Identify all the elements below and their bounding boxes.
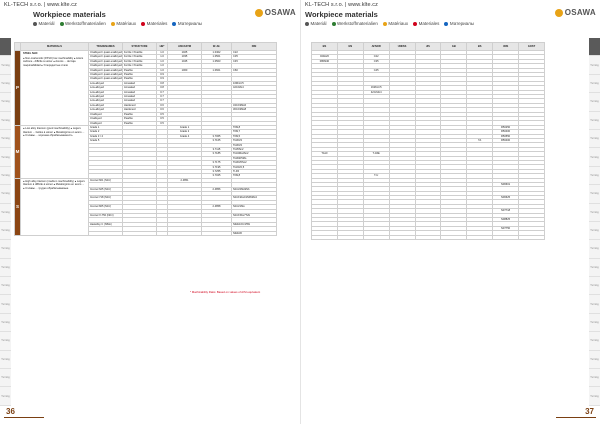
sidebar-tab[interactable]: Turning <box>0 167 11 185</box>
header-cell: TRADENAMES <box>89 43 123 51</box>
legend-item <box>141 21 167 26</box>
sidebar-tab[interactable]: Turning <box>589 112 600 130</box>
header-cell: JIS <box>415 43 441 51</box>
sidebar-tabs <box>0 38 11 406</box>
equivalents-table <box>311 42 545 240</box>
legend-dot-icon <box>444 22 448 26</box>
din-cell: Ti99,5 <box>232 134 277 138</box>
aisi-cell: 1060 <box>168 68 202 72</box>
sidebar-tab[interactable]: Turning <box>589 204 600 222</box>
hb-cell: 0.8 <box>157 86 168 90</box>
tradename-cell: Inconel 825 (NiCr) <box>89 205 123 209</box>
tradename-cell: Low-alloyed <box>89 108 123 112</box>
sidebar-tab[interactable]: Turning <box>589 148 600 166</box>
tradename-cell: Low-alloyed <box>89 103 123 107</box>
aisi-cell: 1025 <box>168 51 202 55</box>
tradename-cell: Inconel 601 (NiCr) <box>89 178 123 182</box>
header-cell: BS <box>467 43 493 51</box>
legend-label: Werkstoffmaterialien <box>337 21 378 26</box>
legend-dot-icon <box>172 22 176 26</box>
sidebar-tab[interactable]: Turning <box>589 295 600 313</box>
hb-cell: 1.0 <box>157 59 168 63</box>
cell: N07750 <box>493 226 519 230</box>
header-cell: EN <box>337 43 363 51</box>
legend-item <box>383 21 408 26</box>
sidebar-tab[interactable]: Turning <box>589 130 600 148</box>
material-description <box>21 178 89 235</box>
hb-cell: 1.0 <box>157 55 168 59</box>
din-cell: TiAl6V4 <box>232 139 277 143</box>
structure-cell: Hardened <box>123 108 157 112</box>
header-cell: GOST <box>519 43 545 51</box>
material-group-code: M <box>15 125 21 178</box>
legend-dot-icon <box>60 22 64 26</box>
din-cell: TiAl6V6Sn2 <box>232 161 277 165</box>
din-cell: Ti99,8 <box>232 174 277 178</box>
header-cell: W.-Nr. <box>202 43 232 51</box>
hb-cell: 0.7 <box>157 95 168 99</box>
sidebar-tab[interactable]: Turning <box>0 295 11 313</box>
structure-cell: Annealed <box>123 90 157 94</box>
header-cell: STRUCTURE <box>123 43 157 51</box>
din-cell: NiMo16Cr15W <box>232 222 277 226</box>
structure-cell: Hardened <box>123 103 157 107</box>
tradename-cell: Low-alloyed <box>89 86 123 90</box>
wnr-cell: 3.7165 <box>202 139 232 143</box>
legend-dot-icon <box>33 22 37 26</box>
sidebar-tab[interactable]: Turning <box>589 332 600 350</box>
cell: TA10 <box>312 152 338 156</box>
structure-cell: Pearlite <box>123 117 157 121</box>
structure-cell: Ferrite / Pearlite <box>123 51 157 55</box>
page-number: 37 <box>585 407 594 416</box>
wnr-cell: 3.7255 <box>202 169 232 173</box>
structure-cell: Annealed <box>123 81 157 85</box>
tradename-cell: Unalloyed <box>89 117 123 121</box>
structure-cell: Ferrite / Pearlite <box>123 64 157 68</box>
structure-cell: Ferrite / Pearlite <box>123 59 157 63</box>
tradename-cell: Unalloyed / quasi-unalloyed <box>90 55 122 59</box>
din-cell: TiAl4Mo4Sn2 <box>232 152 277 156</box>
legend-label: Материалы <box>177 21 203 26</box>
sidebar-tab[interactable]: Turning <box>589 56 600 74</box>
brand-logo: OSAWA <box>555 8 596 17</box>
tradename-cell: Grade 3 / 4 <box>89 134 123 138</box>
wnr-cell: 1.0402 <box>202 51 232 55</box>
cell <box>312 235 338 239</box>
aisi-cell: Grade 1 <box>168 125 202 129</box>
footnote: * Machinability Ratio: Based on values of AISI equivalent <box>190 290 261 294</box>
sidebar-tab[interactable]: Turning <box>589 222 600 240</box>
aisi-cell: Grade 4 <box>168 134 202 138</box>
din-cell: NiCr19Fe19Nb5Mo3 <box>232 196 277 200</box>
wnr-cell: 3.7065 <box>202 134 232 138</box>
cell: R50250 <box>493 125 519 129</box>
cell <box>337 235 363 239</box>
cell: C22 <box>363 55 389 59</box>
tradename-cell <box>89 231 123 235</box>
material-group-code: S <box>15 178 21 235</box>
tradename-cell: Unalloyed / quasi-unalloyed <box>90 59 122 63</box>
tradename-cell: Low-alloyed <box>89 99 123 103</box>
material-group-code: P <box>15 51 21 126</box>
sidebar-tab[interactable]: Turning <box>589 240 600 258</box>
logo-icon <box>555 9 563 17</box>
sidebar-tab[interactable]: Turning <box>0 314 11 332</box>
cell: C45 <box>363 68 389 72</box>
header-cell: MATERIALS <box>21 43 89 51</box>
header-topline: KL-TECH s.r.o. | www.klte.cz <box>4 2 77 8</box>
legend-dot-icon <box>305 22 309 26</box>
tradename-cell: Unalloyed / quasi-unalloyed <box>90 68 122 72</box>
legend-label: Materiál <box>310 21 327 26</box>
sidebar-tab[interactable]: Turning <box>0 148 11 166</box>
hb-cell: 1.0 <box>157 68 168 72</box>
sidebar-tab[interactable]: Turning <box>0 56 11 74</box>
hb-cell: 0.5 <box>157 117 168 121</box>
header-cell: UNI/SS <box>389 43 415 51</box>
tradename-cell: Unalloyed <box>89 121 123 125</box>
materials-table <box>14 42 277 236</box>
header-cell: GB <box>441 43 467 51</box>
legend-item <box>60 21 106 26</box>
din-cell: Ti99,8 <box>232 125 277 129</box>
wnr-cell: 2.4858 <box>202 205 232 209</box>
din-cell: C45 <box>232 59 277 63</box>
sidebar-tab[interactable]: Turning <box>0 240 11 258</box>
tradename-cell: Grade 1 <box>89 125 123 129</box>
language-legend <box>33 21 202 26</box>
legend-item <box>111 21 136 26</box>
cell: 42CrMo4 <box>363 90 389 94</box>
legend-item <box>332 21 378 26</box>
tradename-cell: Unalloyed <box>89 112 123 116</box>
cell: R56400 <box>493 138 519 142</box>
cell <box>493 235 519 239</box>
tradename-cell: Low-alloyed <box>89 95 123 99</box>
wnr-cell: 1.0501 <box>202 55 232 59</box>
sidebar-tab[interactable]: Turning <box>589 93 600 111</box>
header-cell: BS <box>312 43 338 51</box>
cell: 16MnCr5 <box>363 86 389 90</box>
structure-cell: Pearlite <box>123 73 157 77</box>
din-cell: 16MnCr5 <box>232 81 277 85</box>
din-cell: C60 <box>232 68 277 72</box>
din-cell: TiAl6V4 <box>232 143 277 147</box>
sidebar-tab[interactable]: Turning <box>0 277 11 295</box>
sidebar-tab[interactable]: Turning <box>589 351 600 369</box>
structure-cell: Pearlite <box>123 121 157 125</box>
tradename-cell: Grade 2 <box>89 130 123 134</box>
aisi-cell: 1045 <box>168 59 202 63</box>
tradename-cell: Grade 5 <box>89 139 123 143</box>
header-cell: HB* <box>157 43 168 51</box>
language-legend <box>305 21 474 26</box>
header-cell: UNS <box>493 43 519 51</box>
wnr-cell: 3.7115 <box>202 147 232 151</box>
sidebar-tab[interactable]: Turning <box>589 369 600 387</box>
aisi-cell: 2.4851 <box>168 178 202 182</box>
structure-cell: Pearlite <box>123 68 157 72</box>
logo-icon <box>255 9 263 17</box>
sidebar-tab[interactable]: Turning <box>589 167 600 185</box>
header-cell: DIN <box>232 43 277 51</box>
cell <box>519 235 545 239</box>
tradename-cell: Inconel X-750 (NiCr) <box>89 213 123 217</box>
sidebar-tab[interactable]: Turning <box>0 369 11 387</box>
sidebar-tab[interactable]: Turning <box>0 130 11 148</box>
din-cell: NiCr22Mo9Nb <box>232 187 277 191</box>
table-header <box>15 43 277 51</box>
sidebar-tabs <box>589 38 600 406</box>
tradename-cell: Inconel 718 (NiCr) <box>89 196 123 200</box>
legend-item <box>413 21 439 26</box>
section-title: Workpiece materials <box>33 10 106 19</box>
material-heading: STEEL NHC <box>23 52 38 55</box>
cell: N06625 <box>493 196 519 200</box>
sidebar-tab[interactable]: Turning <box>589 387 600 405</box>
cell <box>441 235 467 239</box>
hb-cell: 0.7 <box>157 99 168 103</box>
cell <box>415 235 441 239</box>
sidebar-tab[interactable]: Turning <box>589 314 600 332</box>
cell: C35 <box>363 59 389 63</box>
din-cell: 30CrNiMo8 <box>232 108 277 112</box>
sidebar-tab[interactable]: Turning <box>0 112 11 130</box>
legend-item <box>305 21 327 26</box>
wnr-cell: 3.7185 <box>202 152 232 156</box>
hb-cell: 0.5 <box>157 112 168 116</box>
page-number: 36 <box>6 407 15 416</box>
cell: 040A20 <box>312 55 338 59</box>
legend-dot-icon <box>413 22 417 26</box>
aisi-cell: Grade 2 <box>168 130 202 134</box>
cell: T-U <box>363 174 389 178</box>
cell: R50550 <box>493 134 519 138</box>
material-text: ● Non-martensitic (P/ISO) low machinability ● Aciers carbone - difficile à usiner ● Aceros ... de baja maquinabilidad ● Углеродистые стали <box>23 56 84 67</box>
sidebar-tab[interactable]: Turning <box>589 75 600 93</box>
tradename-cell: Unalloyed / quasi-unalloyed <box>90 64 122 68</box>
legend-label: Matériaux <box>388 21 409 26</box>
legend-dot-icon <box>141 22 145 26</box>
hb-cell: 1.0 <box>157 51 168 55</box>
hb-cell: 0.7 <box>157 90 168 94</box>
din-cell: Ti99,7 <box>232 130 277 134</box>
legend-label: Materiál <box>38 21 55 26</box>
cell <box>467 235 493 239</box>
legend-dot-icon <box>332 22 336 26</box>
structure-cell: Pearlite <box>123 77 157 81</box>
din-cell: 34CrNiMo6 <box>232 103 277 107</box>
sidebar-tab[interactable]: Turning <box>589 277 600 295</box>
material-description <box>21 125 89 178</box>
sidebar-tab[interactable] <box>0 38 11 56</box>
divider <box>556 417 596 418</box>
sidebar-tab[interactable] <box>589 38 600 56</box>
section-title: Workpiece materials <box>305 10 378 19</box>
brand-logo: OSAWA <box>255 8 296 17</box>
aisi-cell: 1035 <box>168 55 202 59</box>
wnr-cell: 3.7025 <box>202 174 232 178</box>
header-topline: KL-TECH s.r.o. | www.klte.cz <box>305 2 378 8</box>
din-cell: TiAl5Sn2 <box>232 147 277 151</box>
sidebar-tab[interactable]: Turning <box>0 222 11 240</box>
wnr-cell: 2.4856 <box>202 187 232 191</box>
tradename-cell: Inconel 625 (NiCr) <box>89 187 123 191</box>
structure-cell: Annealed <box>123 86 157 90</box>
structure-cell: Annealed <box>123 99 157 103</box>
material-text: ● High alloy titanium (medium machinability) ● Légers titanium à difficile à usiner ● Metalúrgicos en acero ... ● Сплавы ... трудно обрабатываемые <box>23 179 85 190</box>
legend-label: Материалы <box>449 21 475 26</box>
cell: 080M40 <box>312 59 338 63</box>
structure-cell: Annealed <box>123 95 157 99</box>
sidebar-tab[interactable]: Turning <box>0 332 11 350</box>
legend-item <box>172 21 202 26</box>
divider <box>4 417 44 418</box>
cell: N08825 <box>493 218 519 222</box>
header-cell: AISI/ASTM <box>168 43 202 51</box>
cell: N07718 <box>493 209 519 213</box>
hb-cell: 1.0 <box>157 64 168 68</box>
tradename-cell: Unalloyed / quasi-unalloyed <box>90 77 122 81</box>
material-text: ● Low alloy titanium (good machinability) ● Légers titanium ... faciles à usiner ● Metalúrgicos en acero ... ● Сплавы ... хорошая обрабатываемость <box>23 126 85 138</box>
legend-label: Werkstoffmaterialien <box>65 21 106 26</box>
aisi-cell <box>168 231 202 235</box>
hb-cell: 0.5 <box>157 121 168 125</box>
legend-label: Materiales <box>146 21 168 26</box>
wnr-cell: 3.7175 <box>202 161 232 165</box>
sidebar-tab[interactable]: Turning <box>0 185 11 203</box>
cell: TA <box>467 138 493 142</box>
wnr-cell <box>202 231 232 235</box>
cell <box>389 235 415 239</box>
legend-dot-icon <box>111 22 115 26</box>
wnr-cell: 3.7195 <box>202 165 232 169</box>
cell <box>363 235 389 239</box>
hb-cell <box>157 231 168 235</box>
tradename-cell: Low-alloyed <box>89 81 123 85</box>
legend-label: Materiales <box>418 21 440 26</box>
hb-cell: 0.9 <box>157 77 168 81</box>
structure-cell <box>123 231 157 235</box>
material-description <box>21 51 89 126</box>
sidebar-tab[interactable]: Turning <box>0 93 11 111</box>
legend-item <box>444 21 474 26</box>
din-cell: NiMo30 <box>232 231 277 235</box>
din-cell: Ti-Pd <box>232 169 277 173</box>
tradename-cell: Hastelloy C (NiMo) <box>89 222 123 226</box>
din-cell: TiAl3V2,5 <box>232 165 277 169</box>
din-cell: C35 <box>232 55 277 59</box>
tradename-cell: Low-alloyed <box>89 90 123 94</box>
legend-dot-icon <box>383 22 387 26</box>
sidebar-tab[interactable]: Turning <box>0 351 11 369</box>
structure-cell: Ferrite / Pearlite <box>123 55 157 59</box>
table-header <box>312 43 545 51</box>
din-cell: C22 <box>232 51 277 55</box>
din-cell: NiCr21Mo <box>232 205 277 209</box>
legend-item <box>33 21 55 26</box>
sidebar-tab[interactable]: Turning <box>0 75 11 93</box>
hb-cell: 0.6 <box>157 108 168 112</box>
din-cell: 42CrMo4 <box>232 86 277 90</box>
hb-cell: 0.6 <box>157 103 168 107</box>
wnr-cell: 1.0503 <box>202 59 232 63</box>
sidebar-tab[interactable]: Turning <box>0 387 11 405</box>
hb-cell: 0.8 <box>157 81 168 85</box>
din-cell: TiAl6Zr5Mo <box>232 156 277 160</box>
sidebar-tab[interactable]: Turning <box>0 259 11 277</box>
tradename-cell: Unalloyed / quasi-unalloyed <box>90 73 122 77</box>
table-row <box>312 235 545 239</box>
structure-cell: Pearlite <box>123 112 157 116</box>
sidebar-tab[interactable]: Turning <box>589 259 600 277</box>
tradename-cell: Unalloyed / quasi-unalloyed <box>90 51 122 54</box>
cell: R50400 <box>493 130 519 134</box>
cell: N06601 <box>493 182 519 186</box>
wnr-cell: 1.0601 <box>202 68 232 72</box>
hb-cell: 0.9 <box>157 73 168 77</box>
din-cell: NiCr15Fe7TiAl <box>232 213 277 217</box>
cell: T-A5E <box>363 152 389 156</box>
sidebar-tab[interactable]: Turning <box>589 185 600 203</box>
legend-label: Matériaux <box>116 21 137 26</box>
sidebar-tab[interactable]: Turning <box>0 204 11 222</box>
header-cell: AFNOR <box>363 43 389 51</box>
